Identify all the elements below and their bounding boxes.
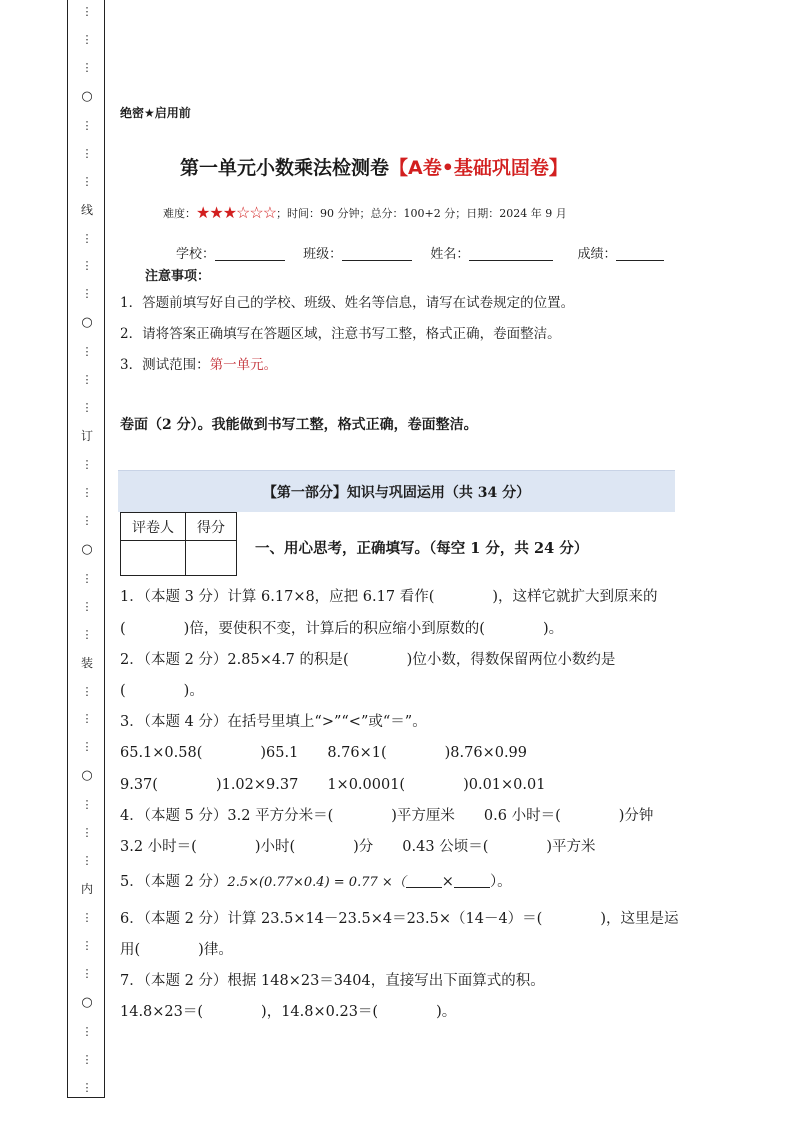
binding-dots-icon: ⋮ <box>81 1080 93 1094</box>
answer-blank[interactable] <box>454 874 490 888</box>
question-5-formula: 2.5×(0.77×0.4) = 0.77 ×（ <box>227 875 406 890</box>
notes-heading: 注意事项： <box>145 269 211 284</box>
difficulty-stars-icon <box>196 203 276 222</box>
confidential-label: 绝密★启用前 <box>120 106 191 120</box>
binding-marks <box>68 6 106 1093</box>
binding-label: 装 <box>80 655 93 670</box>
binding-dots-icon: ⋮ <box>81 345 93 359</box>
binding-dots-icon: ⋮ <box>81 854 93 868</box>
binding-circle-icon: ○ <box>81 541 93 557</box>
note-item: 3．测试范围：第一单元。 <box>120 357 278 373</box>
score-table <box>120 512 237 576</box>
binding-dots-icon: ⋮ <box>81 259 93 273</box>
title-main: 第一单元小数乘法检测卷 <box>180 157 390 179</box>
question-7-row: 14.8×23＝( )，14.8×0.23＝( )。 <box>120 1004 457 1020</box>
binding-dots-icon: ⋮ <box>81 798 93 812</box>
binding-label: 线 <box>80 202 93 217</box>
binding-circle-icon: ○ <box>81 768 93 784</box>
binding-label: 订 <box>80 429 93 444</box>
binding-dots-icon: ⋮ <box>81 174 93 188</box>
binding-dots-icon: ⋮ <box>81 32 93 46</box>
difficulty-label: 难度： <box>163 207 196 220</box>
binding-dots-icon: ⋮ <box>81 938 93 952</box>
binding-dots-icon: ⋮ <box>81 458 93 471</box>
exam-meta <box>163 203 567 222</box>
binding-dots-icon: ⋮ <box>81 485 93 499</box>
binding-dots-icon: ⋮ <box>81 231 93 245</box>
binding-dots-icon: ⋮ <box>81 401 93 415</box>
neatness-statement: 卷面（2 分）。我能做到书写工整，格式正确，卷面整洁。 <box>120 417 478 433</box>
question-3: 3．（本题 4 分）在括号里填上“>”“<”或“＝”。 <box>120 714 427 730</box>
stars-filled: ★★★ <box>196 203 237 222</box>
grader-cell[interactable] <box>121 541 186 576</box>
test-scope: 第一单元。 <box>209 357 278 373</box>
part-one-header: 【第一部分】知识与巩固运用（共 34 分） <box>118 470 675 512</box>
name-field[interactable]: 姓名： <box>430 243 553 262</box>
binding-margin <box>67 0 105 1098</box>
binding-dots-icon: ⋮ <box>81 712 93 726</box>
answer-blank[interactable] <box>406 874 442 888</box>
exam-meta-text: ；时间：90 分钟；总分：100+2 分；日期：2024 年 9 月 <box>276 207 567 220</box>
binding-label: 内 <box>80 882 93 897</box>
grade-field[interactable]: 成绩： <box>577 243 664 262</box>
section-one-title: 一、用心思考，正确填写。（每空 1 分，共 24 分） <box>255 540 589 557</box>
question-3-row-1: 65.1×0.58( )65.1 8.76×1( )8.76×0.99 <box>120 745 528 761</box>
grader-header: 评卷人 <box>121 513 186 541</box>
binding-dots-icon: ⋮ <box>81 826 93 840</box>
binding-dots-icon: ⋮ <box>81 1052 93 1066</box>
question-7: 7．（本题 2 分）根据 148×23＝3404，直接写出下面算式的积。 <box>120 973 545 989</box>
question-2-cont: ( )。 <box>120 683 204 699</box>
binding-dots-icon: ⋮ <box>81 287 93 301</box>
question-6-cont: 用( )律。 <box>120 942 233 958</box>
note-item: 2．请将答案正确填写在答题区域，注意书写工整，格式正确，卷面整洁。 <box>120 326 561 342</box>
student-info-line <box>176 243 678 262</box>
question-6: 6．（本题 2 分）计算 23.5×14－23.5×4＝23.5×（14－4）＝( )，这里是运 <box>120 911 679 927</box>
binding-dots-icon: ⋮ <box>81 571 93 585</box>
binding-dots-icon: ⋮ <box>81 5 93 18</box>
class-field[interactable]: 班级： <box>303 243 412 262</box>
binding-dots-icon: ⋮ <box>81 911 93 924</box>
binding-dots-icon: ⋮ <box>81 146 93 160</box>
question-3-row-2: 9.37( )1.02×9.37 1×0.0001( )0.01×0.01 <box>120 777 546 793</box>
binding-dots-icon: ⋮ <box>81 599 93 613</box>
question-1-cont: ( )倍，要使积不变，计算后的积应缩小到原数的( )。 <box>120 621 564 637</box>
binding-dots-icon: ⋮ <box>81 373 93 387</box>
question-5: 5．（本题 2 分）2.5×(0.77×0.4) = 0.77 ×（ × ）。 <box>120 874 512 890</box>
title-volume: 【A卷•基础巩固卷】 <box>389 157 568 179</box>
score-header: 得分 <box>186 513 237 541</box>
question-1: 1．（本题 3 分）计算 6.17×8，应把 6.17 看作( )，这样它就扩大到原来的 <box>120 589 658 605</box>
binding-circle-icon: ○ <box>81 88 93 104</box>
question-2: 2．（本题 2 分）2.85×4.7 的积是( )位小数，得数保留两位小数约是 <box>120 652 616 668</box>
binding-dots-icon: ⋮ <box>81 966 93 980</box>
page-title <box>180 153 568 180</box>
binding-dots-icon: ⋮ <box>81 118 93 132</box>
binding-circle-icon: ○ <box>81 315 93 331</box>
note-item: 1．答题前填写好自己的学校、班级、姓名等信息，请写在试卷规定的位置。 <box>120 295 575 311</box>
binding-dots-icon: ⋮ <box>81 60 93 74</box>
school-field[interactable]: 学校： <box>176 243 285 262</box>
question-4-cont: 3.2 小时＝( )小时( )分 0.43 公顷＝( )平方米 <box>120 839 596 855</box>
question-4: 4．（本题 5 分）3.2 平方分米＝( )平方厘米 0.6 小时＝( )分钟 <box>120 808 654 824</box>
score-cell[interactable] <box>186 541 237 576</box>
binding-circle-icon: ○ <box>81 994 93 1010</box>
binding-dots-icon: ⋮ <box>81 627 93 641</box>
binding-dots-icon: ⋮ <box>81 1024 93 1038</box>
binding-dots-icon: ⋮ <box>81 684 93 698</box>
binding-dots-icon: ⋮ <box>81 513 93 527</box>
stars-empty: ☆☆☆ <box>236 203 277 222</box>
binding-dots-icon: ⋮ <box>81 740 93 754</box>
